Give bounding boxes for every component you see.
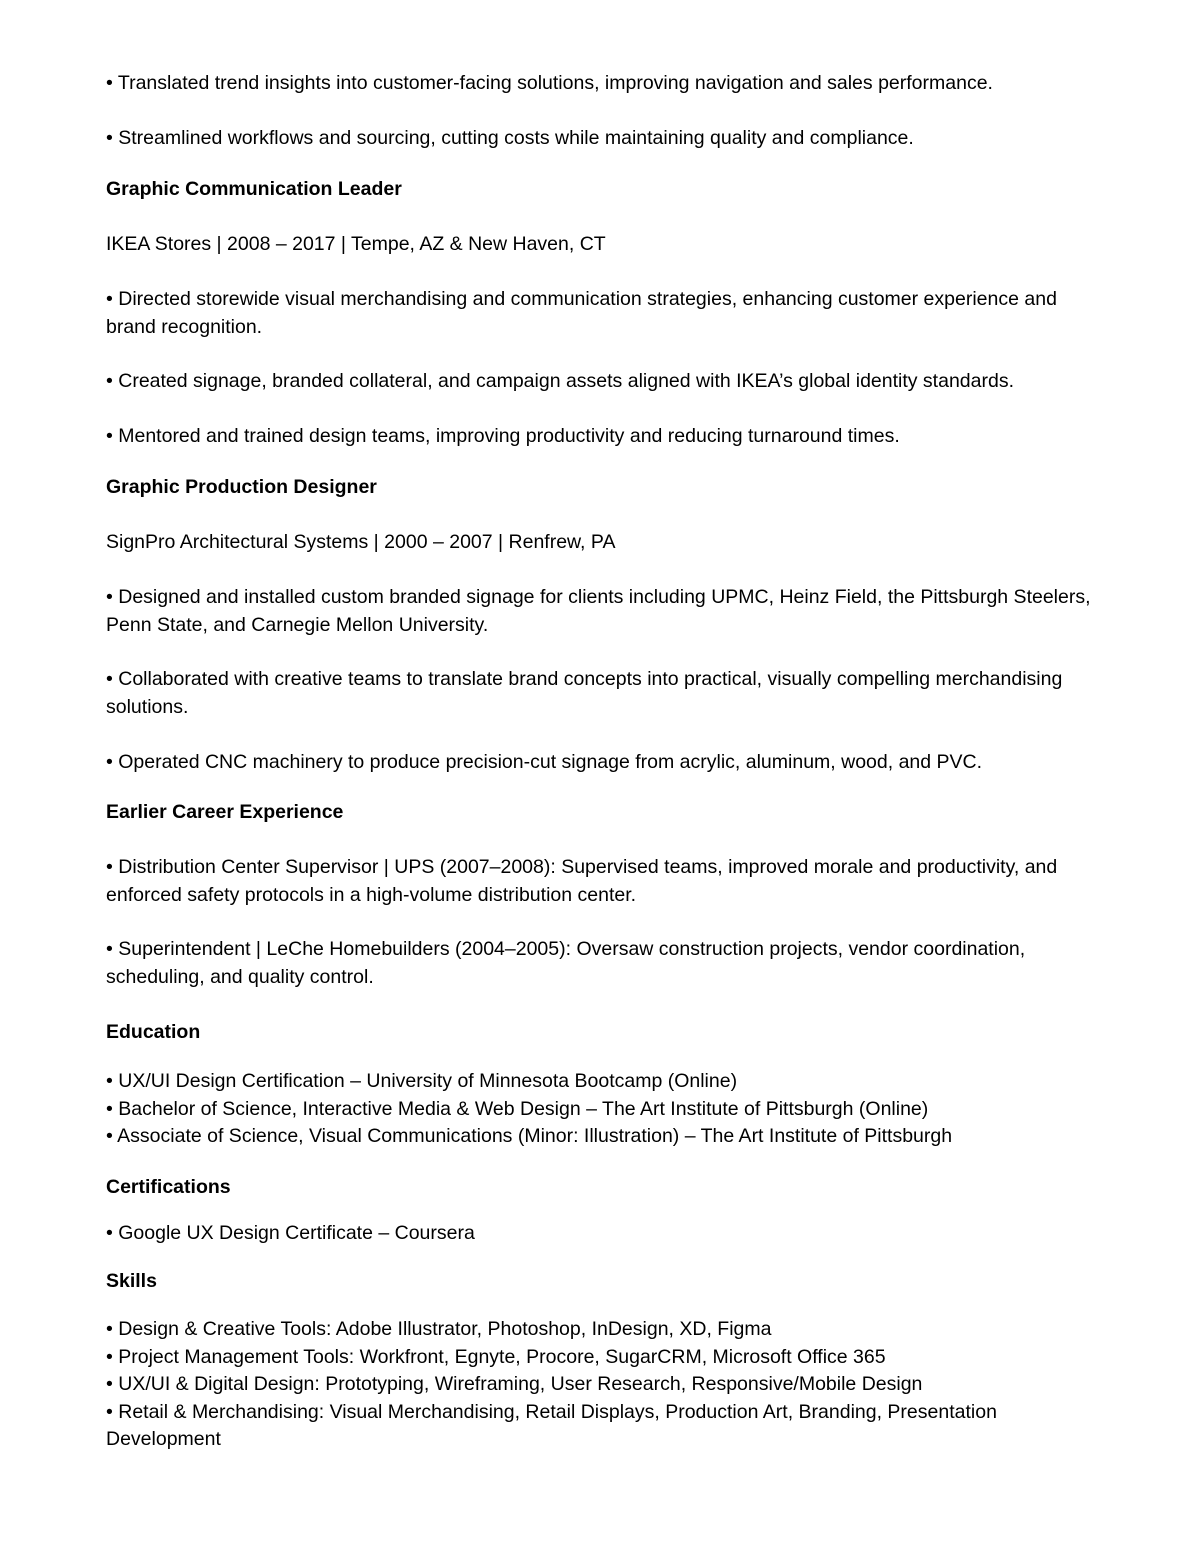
job-bullet: • Collaborated with creative teams to translate brand concepts into practical, visually compelling merchandising solutions. [106,668,1063,718]
list-item: • Associate of Science, Visual Communications (Minor: Illustration) – The Art Institute of Pittsburgh [106,1125,953,1147]
intro-bullet: • Translated trend insights into customer-facing solutions, improving navigation and sales performance. [106,72,993,94]
job-bullet: • Mentored and trained design teams, improving productivity and reducing turnaround times. [106,425,900,447]
education-list [106,1068,1096,1151]
list-item: • Project Management Tools: Workfront, Egnyte, Procore, SugarCRM, Microsoft Office 365 [106,1345,886,1368]
certifications-list [106,1220,1096,1248]
section-heading-certifications: Certifications [106,1176,231,1198]
job-bullet: • Operated CNC machinery to produce precision-cut signage from acrylic, aluminum, wood, and PVC. [106,751,983,773]
job-meta: IKEA Stores | 2008 – 2017 | Tempe, AZ & New Haven, CT [106,233,606,255]
intro-bullet: • Streamlined workflows and sourcing, cutting costs while maintaining quality and compliance. [106,127,914,149]
section-heading-earlier-career: Earlier Career Experience [106,801,344,823]
job-bullet: • Designed and installed custom branded signage for clients including UPMC, Heinz Field, the Pittsburgh Steelers, Penn State, and Carnegie Mellon University. [106,586,1091,636]
list-item: • Retail & Merchandising: Visual Merchandising, Retail Displays, Production Art, Branding, Presentation Development [106,1400,997,1450]
earlier-bullet: • Distribution Center Supervisor | UPS (2007–2008): Supervised teams, improved morale and productivity, and enforced safety protocols in a high-volume distribution center. [106,856,1058,906]
job-title: Graphic Communication Leader [106,178,402,200]
job-bullet: • Directed storewide visual merchandising and communication strategies, enhancing customer experience and brand recognition. [106,288,1057,338]
list-item: • UX/UI Design Certification – University of Minnesota Bootcamp (Online) [106,1070,738,1092]
job-meta: SignPro Architectural Systems | 2000 – 2007 | Renfrew, PA [106,531,616,553]
list-item: • UX/UI & Digital Design: Prototyping, Wireframing, User Research, Responsive/Mobile Design [106,1373,923,1395]
section-heading-skills: Skills [106,1270,157,1292]
earlier-bullet: • Superintendent | LeChe Homebuilders (2004–2005): Oversaw construction projects, vendor coordination, scheduling, and quality control. [106,938,1026,988]
job-bullet: • Created signage, branded collateral, and campaign assets aligned with IKEA’s global identity standards. [106,370,1014,392]
section-heading-education: Education [106,1021,201,1043]
list-item: • Design & Creative Tools: Adobe Illustrator, Photoshop, InDesign, XD, Figma [106,1318,772,1340]
list-item: • Google UX Design Certificate – Coursera [106,1222,475,1244]
skills-list [106,1316,1096,1454]
job-title: Graphic Production Designer [106,476,377,498]
list-item: • Bachelor of Science, Interactive Media & Web Design – The Art Institute of Pittsburgh (Online) [106,1097,929,1120]
